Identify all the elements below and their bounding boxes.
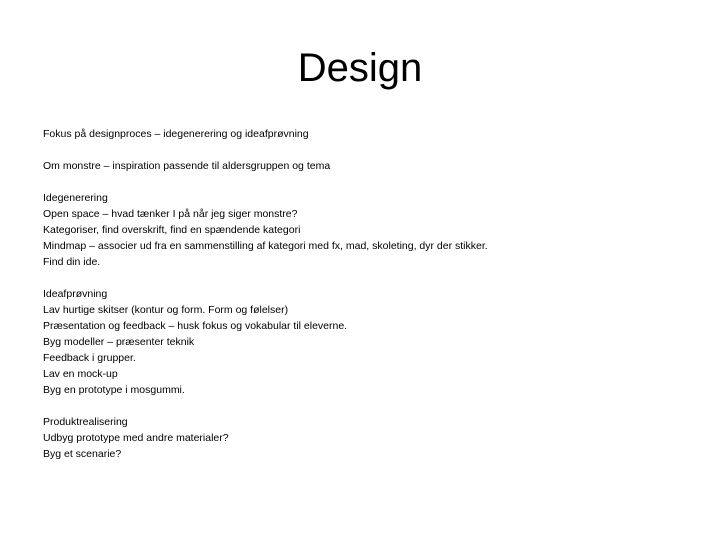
text-block-monsters xyxy=(43,158,683,174)
text-line: Byg modeller – præsenter teknik xyxy=(43,336,195,348)
text-line: Lav hurtige skitser (kontur og form. Form og følelser) xyxy=(43,304,289,316)
text-line: Lav en mock-up xyxy=(43,368,118,380)
text-line: Fokus på designproces – idegenerering og ideafprøvning xyxy=(43,128,309,140)
text-line: Præsentation og feedback – husk fokus og vokabular til eleverne. xyxy=(43,320,348,332)
text-block-idegenerering xyxy=(43,190,683,270)
text-block-ideafproevning xyxy=(43,286,683,398)
text-block-produktrealisering xyxy=(43,414,683,462)
text-line: Find din ide. xyxy=(43,256,101,268)
text-line: Byg et scenarie? xyxy=(43,448,122,460)
text-line: Udbyg prototype med andre materialer? xyxy=(43,432,229,444)
text-line: Open space – hvad tænker I på når jeg siger monstre? xyxy=(43,208,298,220)
text-line: Kategoriser, find overskrift, find en spændende kategori xyxy=(43,224,301,236)
text-line: Om monstre – inspiration passende til aldersgruppen og tema xyxy=(43,160,331,172)
text-line: Feedback i grupper. xyxy=(43,352,136,364)
slide-body xyxy=(43,126,683,478)
section-heading: Produktrealisering xyxy=(43,416,128,428)
section-heading: Idegenerering xyxy=(43,192,108,204)
text-block-focus xyxy=(43,126,683,142)
text-line: Mindmap – associer ud fra en sammenstilling af kategori med fx, mad, skoleting, dyr der stikker. xyxy=(43,240,488,252)
section-heading: Ideafprøvning xyxy=(43,288,108,300)
slide-title: Design xyxy=(297,46,423,90)
text-line: Byg en prototype i mosgummi. xyxy=(43,384,185,396)
